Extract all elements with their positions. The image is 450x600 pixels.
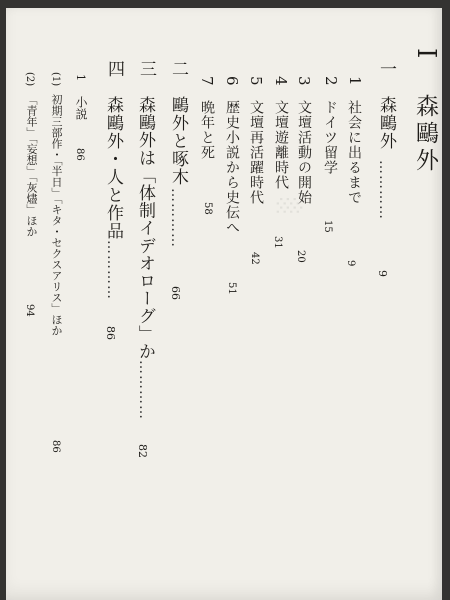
subsection-number: 1 — [346, 76, 364, 86]
subsection-number: 3 — [295, 76, 313, 86]
section-title: 森鷗外 — [376, 96, 396, 150]
subsection-number: 2 — [322, 76, 340, 86]
part-number: I — [411, 48, 441, 59]
works-item-title: 「青年」「妄想」「灰燼」ほか — [25, 94, 38, 237]
works-item-number: (2) — [24, 72, 35, 87]
works-title: 小説 — [74, 96, 88, 120]
works-item-page: 94 — [24, 304, 35, 317]
subsection-number: 6 — [223, 76, 241, 86]
section-leader-dots: ………… — [104, 240, 120, 300]
subsection-page: 20 — [295, 250, 306, 263]
subsection-number: 7 — [198, 76, 216, 86]
subsection-page: 31 — [272, 236, 283, 249]
subsection-page: 51 — [226, 282, 237, 295]
section-number: 一 — [376, 60, 396, 77]
subsection-page: 58 — [202, 202, 213, 215]
subsection-number: 4 — [272, 76, 290, 86]
bleed-through-text: ░ — [276, 198, 301, 217]
section-number: 四 — [104, 60, 124, 77]
subsection-page: 42 — [249, 252, 260, 265]
subsection-page: 9 — [345, 260, 356, 267]
subsection-title: 晩年と死 — [199, 100, 215, 160]
works-item-page: 86 — [50, 440, 61, 453]
section-title: 鷗外と啄木 — [168, 96, 188, 186]
part-title: 森鷗外 — [412, 94, 438, 175]
subsection-title: 文壇活動の開始 — [296, 100, 312, 205]
section-page: 9 — [376, 270, 389, 277]
subsection-title: ドイツ留学 — [322, 100, 338, 175]
subsection-title: 社会に出るまで — [346, 100, 362, 205]
section-page: 82 — [136, 444, 149, 458]
section-page: 66 — [169, 286, 182, 300]
section-page: 86 — [104, 326, 117, 340]
section-leader-dots: ………… — [376, 160, 392, 220]
subsection-title: 文壇再活躍時代 — [248, 100, 264, 205]
book-page — [6, 8, 442, 600]
section-title: 森鷗外は「体制イデオローグ」か — [135, 96, 155, 360]
works-item-number: (1) — [50, 72, 61, 87]
section-leader-dots: ………… — [168, 188, 184, 248]
subsection-title: 歴史小説から史伝へ — [224, 100, 240, 235]
works-item-title: 初期三部作・「半日」「キタ・セクスアリス」ほか — [50, 94, 63, 336]
subsection-title: 文壇遊離時代 — [273, 100, 289, 190]
subsection-page: 15 — [322, 220, 333, 233]
section-number: 三 — [136, 60, 156, 77]
section-leader-dots: ………… — [136, 360, 152, 420]
section-number: 二 — [168, 60, 188, 77]
works-number: 1 — [74, 74, 87, 81]
subsection-number: 5 — [247, 76, 265, 86]
works-page: 86 — [74, 148, 85, 161]
section-title: 森鷗外・人と作品 — [103, 96, 123, 240]
